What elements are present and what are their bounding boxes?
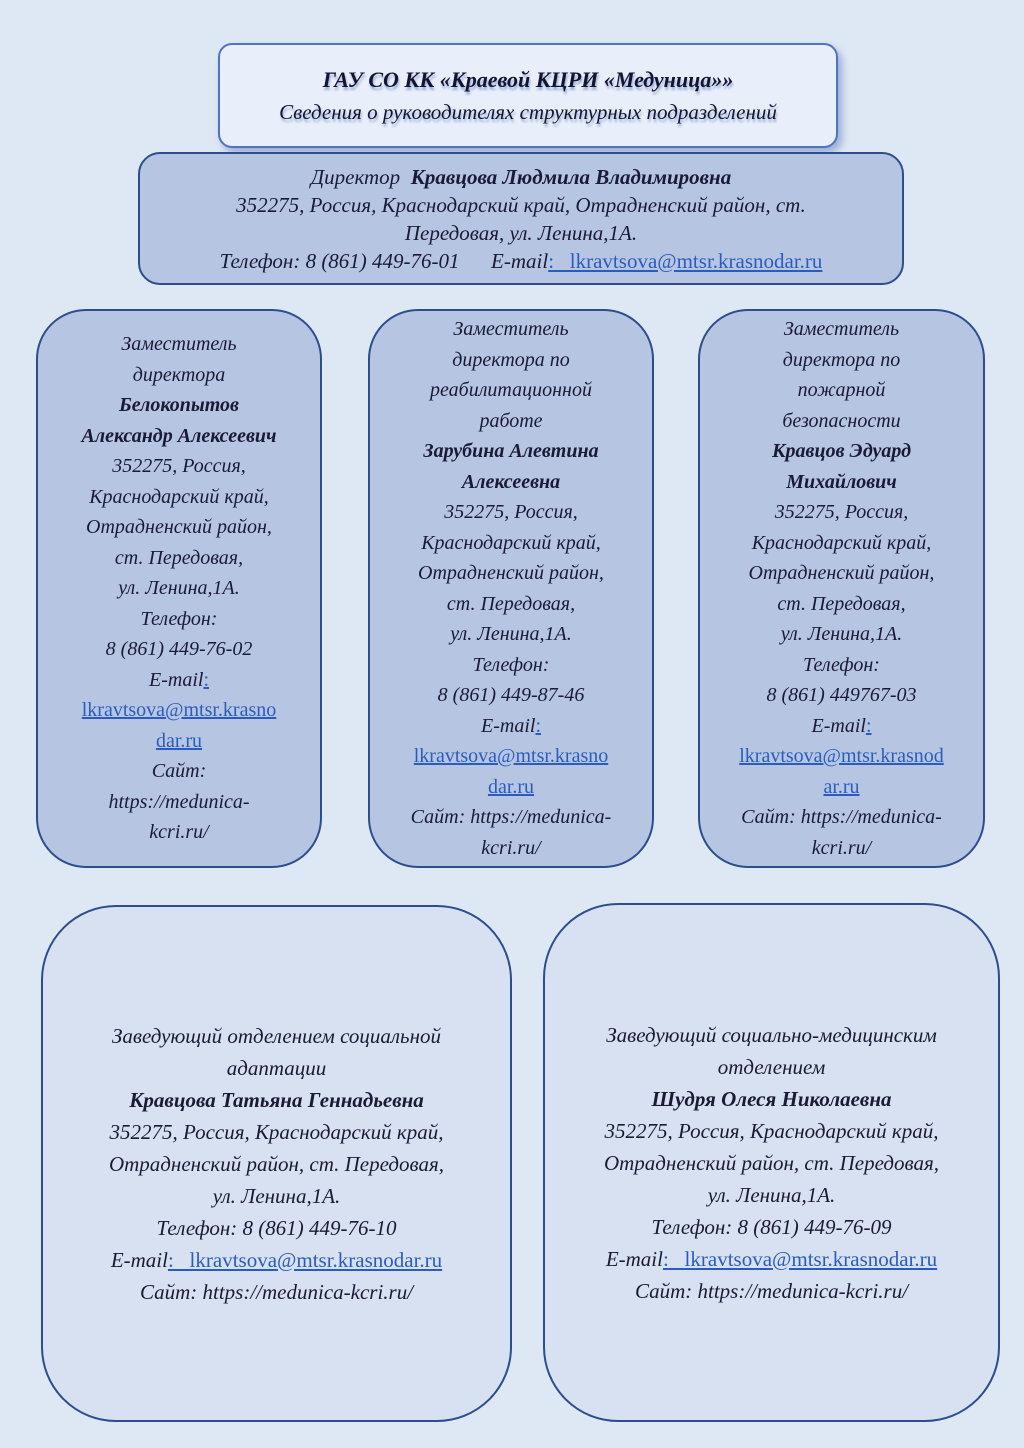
card-line bbox=[43, 1052, 510, 1084]
card-line bbox=[700, 589, 983, 620]
card-line bbox=[38, 329, 320, 360]
card-line bbox=[370, 497, 652, 528]
card-line bbox=[700, 741, 983, 772]
deputy-director-card bbox=[36, 309, 322, 868]
text-segment: ул. Ленина,1А. bbox=[707, 1182, 836, 1207]
text-segment: Заместитель bbox=[453, 318, 569, 340]
text-segment: Белокопытов bbox=[119, 394, 239, 417]
text-segment: Алексеевна bbox=[461, 470, 561, 493]
card-line bbox=[370, 558, 652, 589]
text-segment: Телефон: 8 (861) 449-76-10 bbox=[156, 1215, 397, 1240]
card-line bbox=[370, 589, 652, 620]
card-line bbox=[43, 1084, 510, 1116]
card-line bbox=[545, 1115, 998, 1147]
text-segment: Кравцов Эдуард bbox=[771, 440, 912, 462]
card-line bbox=[700, 802, 983, 833]
text-segment: Кравцова Татьяна Геннадьевна bbox=[129, 1087, 424, 1112]
text-segment: Передовая, ул. Ленина,1А. bbox=[404, 220, 638, 245]
card-line bbox=[700, 467, 983, 498]
text-segment: Телефон: 8 (861) 449-76-01 bbox=[219, 248, 492, 273]
text-segment: реабилитационной bbox=[430, 379, 592, 401]
text-segment: https://medunica- bbox=[108, 790, 250, 813]
text-segment: Директор bbox=[310, 164, 411, 189]
card-line bbox=[545, 1019, 998, 1051]
card-line bbox=[43, 1244, 510, 1276]
card-line bbox=[700, 558, 983, 589]
text-segment: Телефон: bbox=[472, 653, 550, 676]
text-segment: E-mail bbox=[149, 668, 204, 691]
email-link[interactable]: : bbox=[535, 714, 541, 737]
email-link[interactable]: : lkravtsova@mtsr.krasnodar.ru bbox=[548, 248, 823, 273]
text-segment: Зарубина Алевтина bbox=[423, 440, 599, 462]
text-segment: Краснодарский край, bbox=[421, 531, 601, 554]
email-link[interactable]: dar.ru bbox=[487, 775, 535, 798]
card-line bbox=[545, 1275, 998, 1307]
card-line bbox=[700, 314, 983, 345]
card-line bbox=[38, 421, 320, 452]
text-segment: kcri.ru/ bbox=[481, 836, 541, 859]
text-segment: ул. Ленина,1А. bbox=[450, 623, 572, 645]
text-segment: ул. Ленина,1А. bbox=[212, 1183, 341, 1208]
card-line bbox=[38, 573, 320, 604]
text-segment: ст. Передовая, bbox=[777, 592, 906, 615]
card-line bbox=[370, 802, 652, 833]
email-link[interactable]: : lkravtsova@mtsr.krasnodar.ru bbox=[167, 1247, 443, 1272]
card-line bbox=[700, 650, 983, 681]
card-line bbox=[370, 436, 652, 467]
card-line bbox=[370, 711, 652, 742]
text-segment: отделением bbox=[717, 1054, 826, 1079]
text-segment: Сайт: https://medunica-kcri.ru/ bbox=[139, 1279, 414, 1304]
card-line bbox=[700, 497, 983, 528]
card-line bbox=[38, 726, 320, 757]
card-line bbox=[38, 756, 320, 787]
card-line bbox=[700, 406, 983, 437]
card-line bbox=[43, 1180, 510, 1212]
text-segment: kcri.ru/ bbox=[149, 821, 209, 844]
text-segment: пожарной bbox=[797, 379, 886, 401]
text-segment: E-mail bbox=[481, 714, 536, 737]
email-link[interactable]: dar.ru bbox=[155, 729, 203, 752]
card-line bbox=[370, 619, 652, 650]
text-segment: Отрадненский район, bbox=[86, 516, 272, 539]
email-link[interactable]: lkravtsova@mtsr.krasno bbox=[413, 745, 609, 767]
card-line bbox=[140, 219, 902, 247]
card-line bbox=[140, 163, 902, 191]
card-line bbox=[370, 406, 652, 437]
card-line bbox=[700, 528, 983, 559]
card-line bbox=[370, 650, 652, 681]
text-segment: Краснодарский край, bbox=[751, 531, 932, 554]
text-segment: 352275, Россия, bbox=[774, 501, 909, 523]
card-line bbox=[38, 512, 320, 543]
text-segment: E-mail bbox=[491, 248, 549, 273]
text-segment: директора по bbox=[452, 348, 570, 371]
card-line bbox=[370, 528, 652, 559]
card-line bbox=[700, 711, 983, 742]
text-segment: E-mail bbox=[110, 1247, 168, 1272]
card-line bbox=[38, 543, 320, 574]
text-segment: 8 (861) 449-87-46 bbox=[437, 684, 585, 706]
text-segment: Кравцова Людмила Владимировна bbox=[410, 164, 732, 189]
card-line bbox=[38, 604, 320, 635]
text-segment: 8 (861) 449767-03 bbox=[766, 684, 917, 706]
text-segment: ул. Ленина,1А. bbox=[780, 623, 903, 645]
email-link[interactable]: : lkravtsova@mtsr.krasnodar.ru bbox=[662, 1246, 938, 1271]
text-segment: E-mail bbox=[811, 714, 866, 737]
text-segment: адаптации bbox=[226, 1055, 327, 1080]
text-segment: E-mail bbox=[605, 1246, 663, 1271]
org-title-card bbox=[218, 43, 838, 148]
card-line bbox=[370, 345, 652, 376]
card-line bbox=[38, 451, 320, 482]
text-segment: 352275, Россия, bbox=[444, 501, 578, 523]
text-segment: 352275, Россия, Краснодарский край, Отрадненский район, ст. bbox=[236, 192, 806, 217]
text-segment: ст. Передовая, bbox=[446, 592, 576, 615]
card-line bbox=[140, 191, 902, 219]
text-segment: 352275, Россия, Краснодарский край, bbox=[109, 1119, 444, 1144]
head-social-adaptation-card bbox=[41, 905, 512, 1422]
text-segment: Шудря Олеся Николаевна bbox=[651, 1086, 892, 1111]
card-line bbox=[370, 833, 652, 864]
card-line bbox=[545, 1051, 998, 1083]
card-line bbox=[43, 1276, 510, 1308]
head-social-medical-card bbox=[543, 903, 1000, 1422]
text-segment: Отрадненский район, ст. Передовая, bbox=[603, 1150, 940, 1175]
text-segment: директора bbox=[132, 363, 226, 386]
director-card bbox=[138, 152, 904, 285]
card-line bbox=[545, 1211, 998, 1243]
text-segment: ул. Ленина,1А. bbox=[118, 577, 240, 600]
text-segment: Сайт: https://medunica- bbox=[410, 806, 612, 828]
card-line bbox=[38, 360, 320, 391]
card-line bbox=[38, 482, 320, 513]
email-link[interactable]: : bbox=[203, 668, 209, 691]
card-line bbox=[370, 375, 652, 406]
text-segment: Александр Алексеевич bbox=[81, 424, 277, 447]
card-line bbox=[700, 772, 983, 803]
card-line bbox=[38, 695, 320, 726]
deputy-director-rehabilitation-card bbox=[368, 309, 654, 868]
text-segment: Заведующий социально-медицинским bbox=[606, 1022, 937, 1047]
text-segment: Телефон: bbox=[140, 607, 218, 630]
text-segment: 352275, Россия, bbox=[112, 455, 246, 478]
card-line bbox=[38, 634, 320, 665]
text-segment: ст. Передовая, bbox=[114, 546, 244, 569]
card-line bbox=[370, 772, 652, 803]
text-segment: Заместитель bbox=[121, 333, 237, 356]
email-link[interactable]: ar.ru bbox=[823, 775, 860, 798]
card-line bbox=[43, 1148, 510, 1180]
text-segment: безопасности bbox=[782, 409, 901, 432]
card-line bbox=[370, 467, 652, 498]
text-segment: Заместитель bbox=[783, 318, 900, 340]
card-line bbox=[700, 833, 983, 864]
card-line bbox=[700, 619, 983, 650]
card-line bbox=[370, 314, 652, 345]
card-line bbox=[38, 817, 320, 848]
text-segment: Заведующий отделением социальной bbox=[111, 1023, 442, 1048]
card-line bbox=[43, 1116, 510, 1148]
card-line bbox=[43, 1212, 510, 1244]
text-segment: Сайт: https://medunica-kcri.ru/ bbox=[634, 1278, 909, 1303]
text-segment: 352275, Россия, Краснодарский край, bbox=[604, 1118, 939, 1143]
text-segment: 8 (861) 449-76-02 bbox=[105, 638, 253, 661]
card-line bbox=[370, 741, 652, 772]
card-line bbox=[140, 247, 902, 275]
text-segment: Отрадненский район, bbox=[418, 562, 604, 584]
card-line bbox=[700, 680, 983, 711]
text-segment: работе bbox=[479, 409, 543, 432]
email-link[interactable]: lkravtsova@mtsr.krasnod bbox=[739, 745, 944, 767]
text-segment: Отрадненский район, ст. Передовая, bbox=[108, 1151, 445, 1176]
card-line bbox=[545, 1179, 998, 1211]
card-line bbox=[370, 680, 652, 711]
card-line bbox=[545, 1243, 998, 1275]
card-line bbox=[43, 1020, 510, 1052]
deputy-director-fire-safety-card bbox=[698, 309, 985, 868]
text-segment: Михайлович bbox=[786, 470, 897, 493]
card-line bbox=[545, 1083, 998, 1115]
card-line bbox=[700, 375, 983, 406]
card-line bbox=[700, 436, 983, 467]
card-line bbox=[38, 665, 320, 696]
text-segment: Сайт: https://medunica- bbox=[741, 806, 942, 828]
org-subtitle: Сведения о руководителях структурных подразделений bbox=[279, 99, 777, 124]
text-segment: Краснодарский край, bbox=[89, 485, 269, 508]
text-segment: Телефон: bbox=[803, 653, 880, 676]
card-line bbox=[38, 390, 320, 421]
card-line bbox=[545, 1147, 998, 1179]
email-link[interactable]: lkravtsova@mtsr.krasno bbox=[81, 699, 277, 722]
text-segment: Сайт: bbox=[151, 760, 207, 783]
text-segment: Отрадненский район, bbox=[748, 562, 935, 584]
text-segment: директора по bbox=[782, 348, 901, 371]
email-link[interactable]: : bbox=[865, 714, 872, 737]
card-line bbox=[700, 345, 983, 376]
text-segment: Телефон: 8 (861) 449-76-09 bbox=[651, 1214, 892, 1239]
org-title: ГАУ СО КК «Краевой КЦРИ «Медуница»» bbox=[322, 66, 734, 92]
card-line bbox=[38, 787, 320, 818]
text-segment: kcri.ru/ bbox=[811, 836, 872, 859]
